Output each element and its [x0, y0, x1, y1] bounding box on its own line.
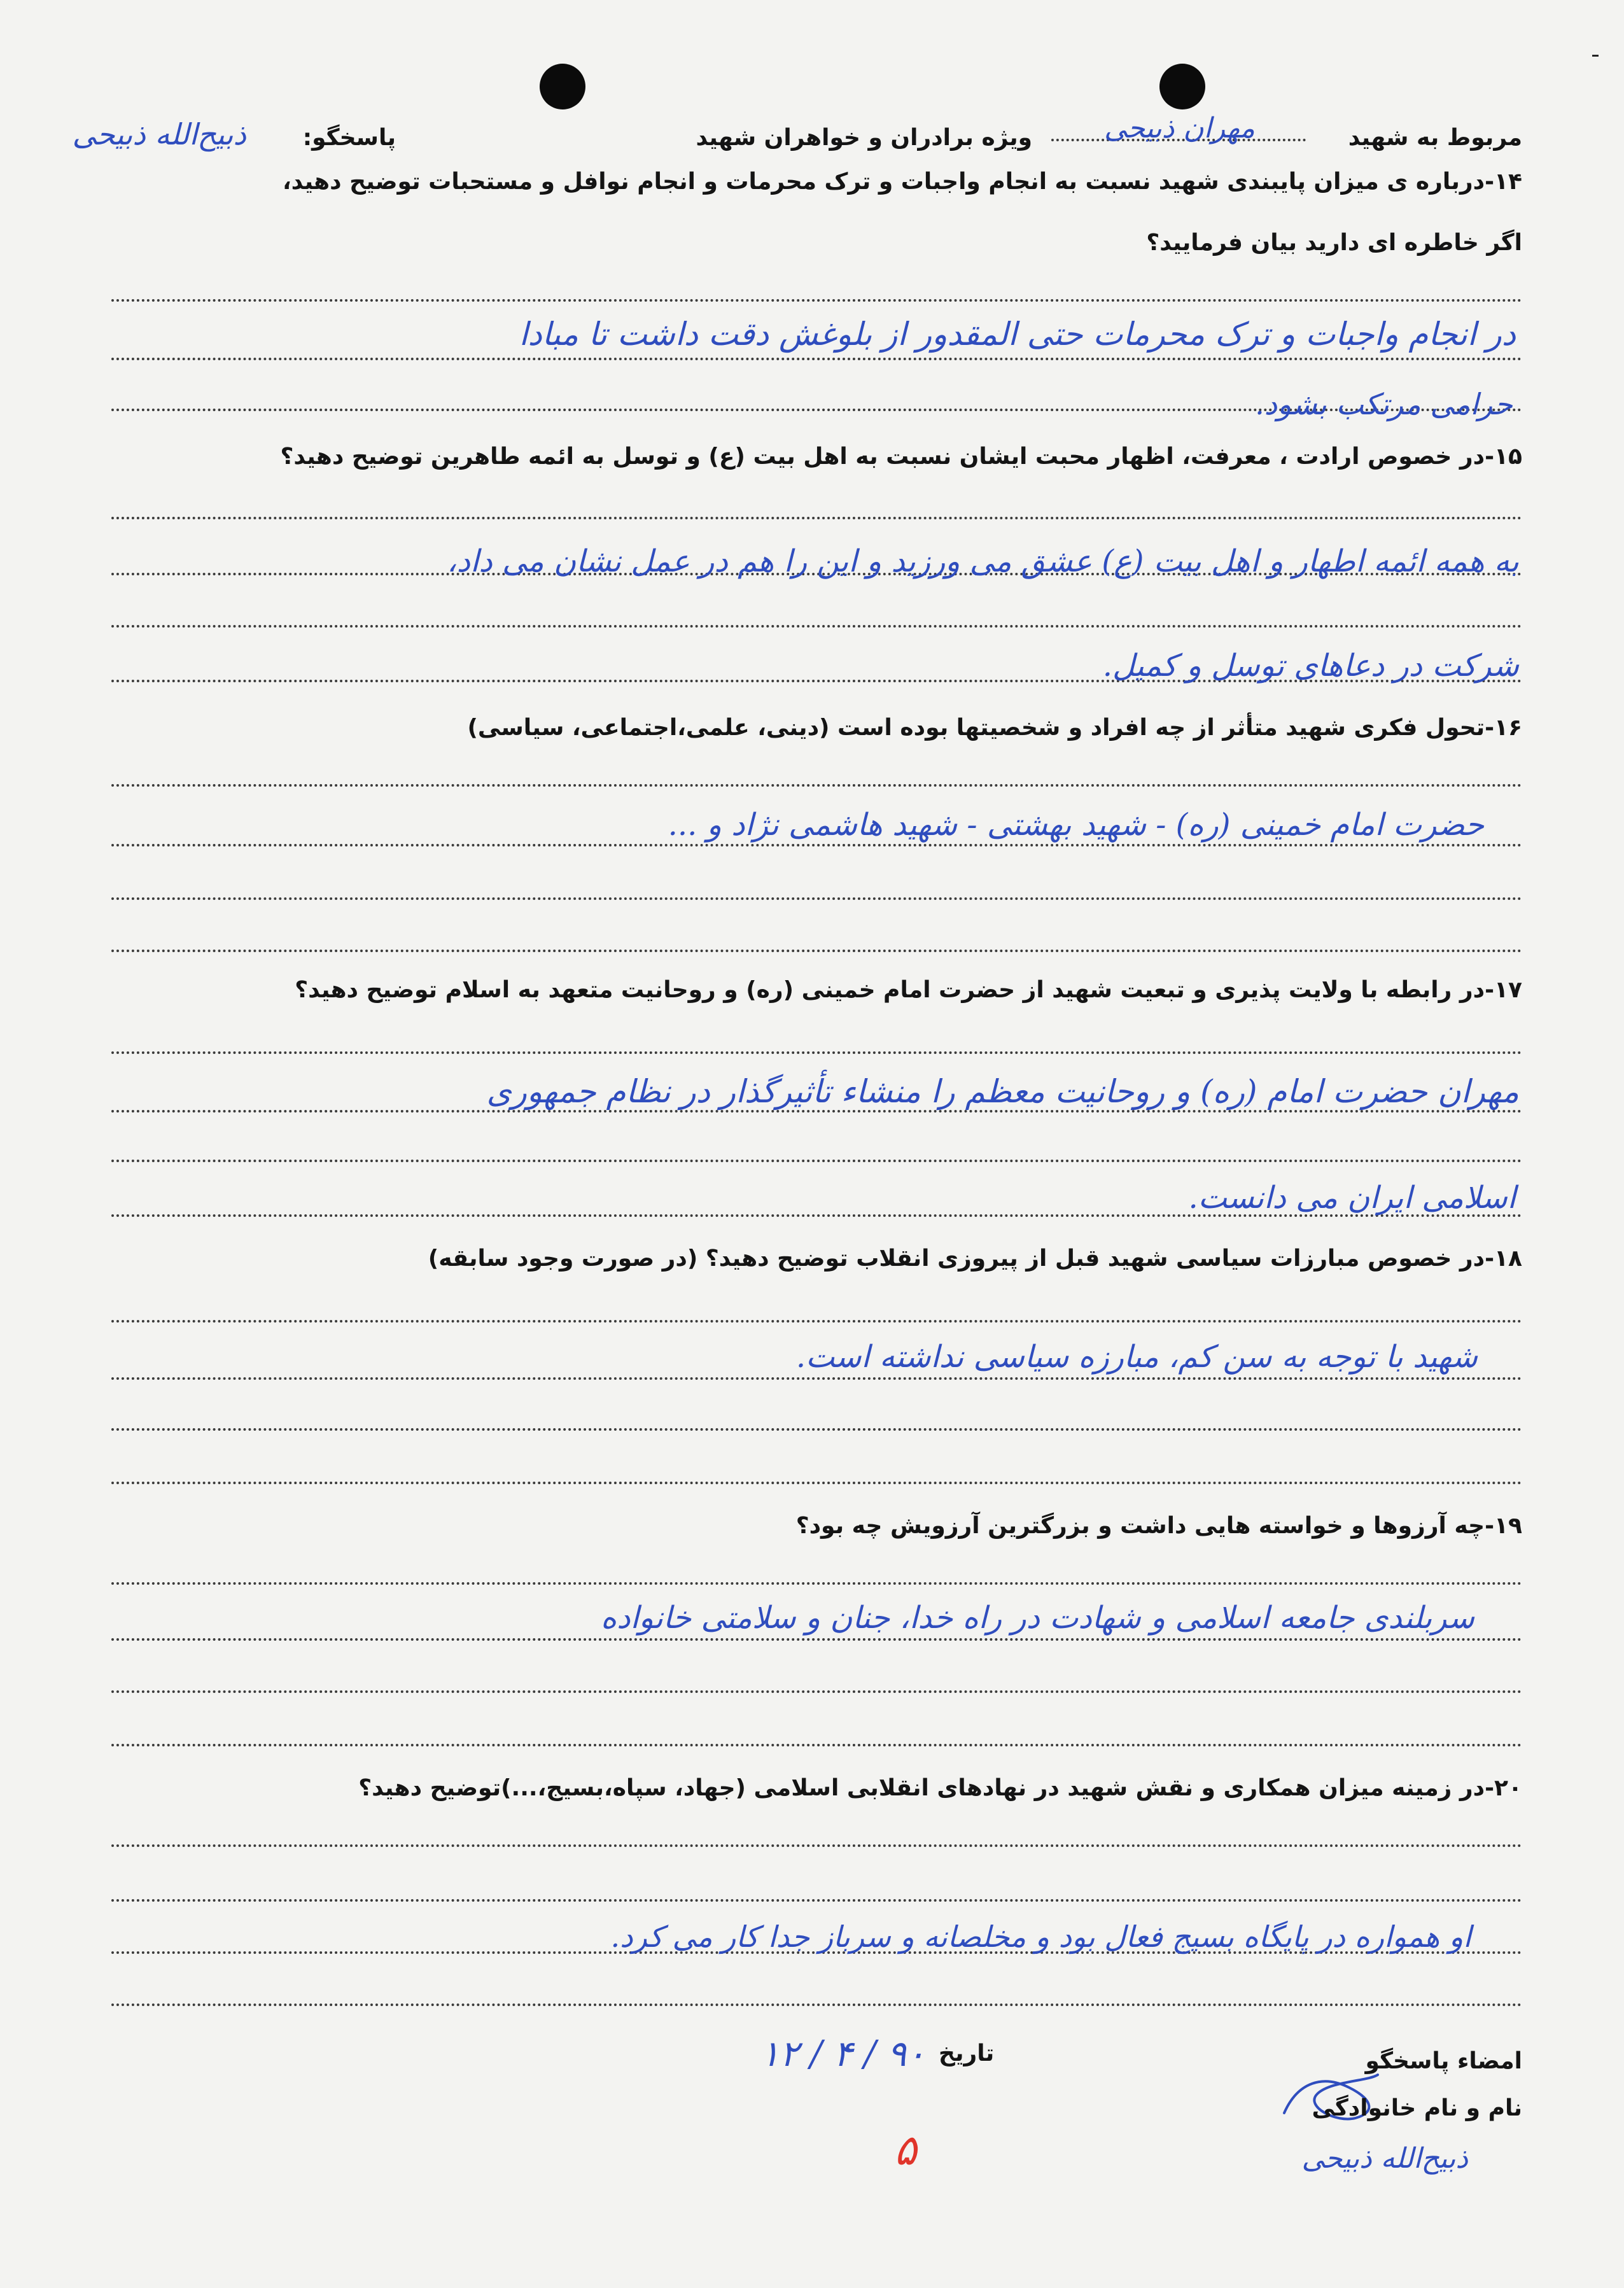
question-19-text: ۱۹-چه آرزوها و خواسته هایی داشت و بزرگترین آرزویش چه بود؟ [795, 1513, 1522, 1539]
date-label: تاریخ [939, 2040, 995, 2067]
answer-line [111, 1482, 1522, 1484]
respondent-name: ذبیح‌الله ذبیحی [72, 117, 246, 151]
martyr-name: مهران ذبیحی [1104, 112, 1255, 144]
page-number: ۵ [894, 2126, 917, 2175]
punch-hole [1159, 64, 1205, 109]
answer-17-line-1: مهران حضرت امام (ره) و روحانیت معظم را منشاء تأثیرگذار در نظام جمهوری [486, 1073, 1519, 1110]
answer-line [111, 1428, 1522, 1431]
answer-15-line-2: شرکت در دعاهای توسل و کمیل. [1102, 648, 1519, 684]
question-14-text-2: اگر خاطره ای دارید بیان فرمایید؟ [1146, 230, 1522, 256]
date-value: ۱۲ / ۴ / ۹۰ [760, 2033, 926, 2075]
answer-line [111, 1160, 1522, 1162]
question-17-text: ۱۷-در رابطه با ولایت پذیری و تبعیت شهید از حضرت امام خمینی (ره) و روحانیت متعهد به اسلام توضیح دهید؟ [295, 977, 1522, 1003]
answer-line [111, 844, 1522, 846]
related-label: مربوط به شهید [1348, 125, 1522, 151]
punch-hole [540, 64, 585, 109]
question-20-text: ۲۰-در زمینه میزان همکاری و نقش شهید در نهادهای انقلابی اسلامی (جهاد، سپاه،بسیج،...)توضیح دهید؟ [358, 1775, 1522, 1801]
answer-20-line-1: او همواره در پایگاه بسیج فعال بود و مخلصانه و سرباز جدا کار می کرد. [610, 1920, 1471, 1954]
answer-line [111, 1899, 1522, 1902]
answer-17-line-2: اسلامی ایران می دانست. [1188, 1180, 1516, 1216]
question-15-text: ۱۵-در خصوص ارادت ، معرفت، اظهار محبت ایشان نسبت به اهل بیت (ع) و توسل به ائمه طاهرین توضیح دهید؟ [280, 444, 1522, 470]
edge-mark [1592, 55, 1599, 57]
respondent-label: پاسخگو: [302, 125, 396, 151]
question-16-text: ۱۶-تحول فکری شهید متأثر از چه افراد و شخصیتها بوده است (دینی، علمی،اجتماعی، سیاسی) [467, 715, 1522, 741]
answer-line [111, 950, 1522, 952]
answer-line [111, 625, 1522, 628]
answer-18-line-1: شهید با توجه به سن کم، مبارزه سیاسی نداشته است. [795, 1339, 1478, 1375]
answer-line [111, 1582, 1522, 1585]
answer-line [111, 1638, 1522, 1641]
answer-line [111, 1377, 1522, 1380]
answer-line [111, 897, 1522, 900]
answer-line [111, 1744, 1522, 1746]
special-label: ویژه برادران و خواهران شهید [696, 125, 1032, 151]
answer-line [111, 1051, 1522, 1054]
answer-line [111, 784, 1522, 787]
question-18-text: ۱۸-در خصوص مبارزات سیاسی شهید قبل از پیروزی انقلاب توضیح دهید؟ (در صورت وجود سابقه) [428, 1246, 1522, 1272]
answer-line [111, 2004, 1522, 2006]
answer-line [111, 1320, 1522, 1323]
answer-16-line-1: حضرت امام خمینی (ره) - شهید بهشتی - شهید هاشمی نژاد و ... [668, 807, 1484, 843]
answer-line [111, 517, 1522, 519]
answer-15-line-1: به همه ائمه اطهار و اهل بیت (ع) عشق می ورزید و این را هم در عمل نشان می داد، [447, 544, 1519, 579]
answer-line [111, 1690, 1522, 1693]
answer-line [111, 1844, 1522, 1847]
signature-label: امضاء پاسخگو [1365, 2048, 1522, 2074]
answer-14-line-1: در انجام واجبات و ترک محرمات حتی المقدور از بلوغش دقت داشت تا مبادا [519, 316, 1516, 353]
answer-line [111, 358, 1522, 360]
question-14-text: ۱۴-درباره ی میزان پایبندی شهید نسبت به انجام واجبات و ترک محرمات و انجام نوافل و مستحبات توضیح دهید، [282, 169, 1522, 195]
answer-line [111, 299, 1522, 302]
family-label: نام و نام خانوادگی [1312, 2095, 1522, 2121]
answer-line [111, 1110, 1522, 1112]
answer-19-line-1: سربلندی جامعه اسلامی و شهادت در راه خدا، جنان و سلامتی خانواده [600, 1600, 1474, 1636]
answer-14-line-2: حرامی مرتکب بشود. [1255, 387, 1513, 421]
family-value: ذبیح‌الله ذبیحی [1301, 2142, 1468, 2175]
